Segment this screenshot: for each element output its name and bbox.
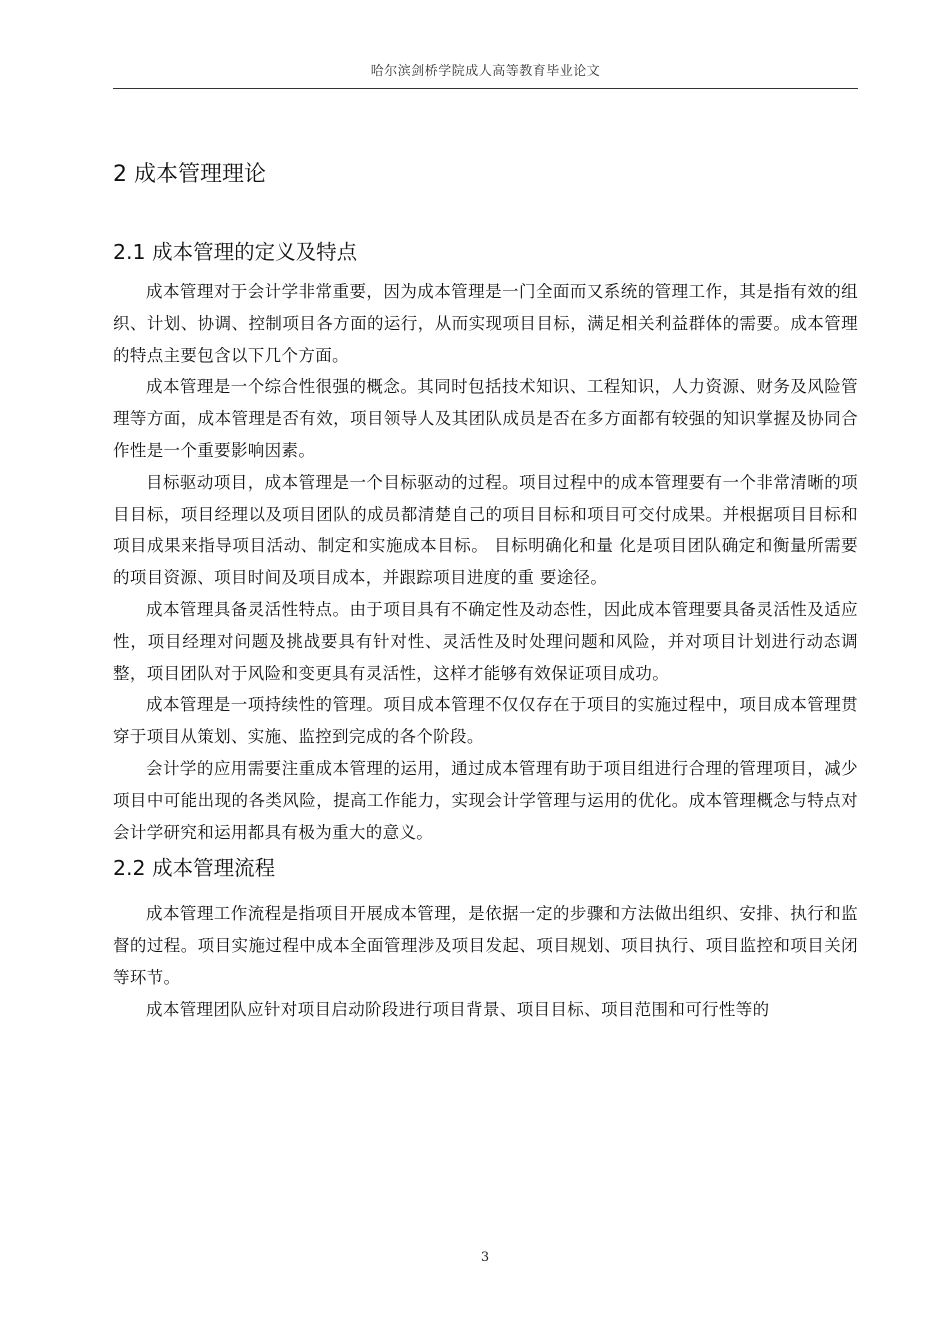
header-divider: [113, 88, 858, 89]
paragraph: 目标驱动项目，成本管理是一个目标驱动的过程。项目过程中的成本管理要有一个非常清晰的项目目标，项目经理以及项目团队的成员都清楚自己的项目目标和项目可交付成果。并根据项目目标和项目成果来指导项目活动、制定和实施成本目标。 目标明确化和量 化是项目团队确定和衡量所需要的项目资源、项目时间及项目成本，并跟踪项目进度的重 要途径。: [113, 472, 858, 588]
paragraph: 成本管理是一项持续性的管理。项目成本管理不仅仅存在于项目的实施过程中，项目成本管理贯穿于项目从策划、实施、监控到完成的各个阶段。: [113, 695, 858, 747]
paragraph: 成本管理具备灵活性特点。由于项目具有不确定性及动态性，因此成本管理要具备灵活性及适应性，项目经理对问题及挑战要具有针对性、灵活性及时处理问题和风险，并对项目计划进行动态调整，项目团队对于风险和变更具有灵活性，这样才能够有效保证项目成功。: [113, 599, 858, 683]
section-title-2-1: 2.1 成本管理的定义及特点: [113, 240, 358, 264]
page-header-title: 哈尔滨剑桥学院成人高等教育毕业论文: [370, 64, 601, 79]
paragraph: 成本管理工作流程是指项目开展成本管理，是依据一定的步骤和方法做出组织、安排、执行和监督的过程。项目实施过程中成本全面管理涉及项目发起、项目规划、项目执行、项目监控和项目关闭等环节。: [113, 904, 858, 987]
chapter-title: 2 成本管理理论: [113, 162, 266, 187]
section-title-2-2: 2.2 成本管理流程: [113, 856, 276, 881]
paragraph: 成本管理团队应针对项目启动阶段进行项目背景、项目目标、项目范围和可行性等的: [146, 999, 770, 1019]
paragraph: 会计学的应用需要注重成本管理的运用，通过成本管理有助于项目组进行合理的管理项目，减少项目中可能出现的各类风险，提高工作能力，实现会计学管理与运用的优化。成本管理概念与特点对会计学研究和运用都具有极为重大的意义。: [113, 758, 858, 842]
page-number: 3: [480, 1250, 490, 1265]
paragraph: 成本管理是一个综合性很强的概念。其同时包括技术知识、工程知识，人力资源、财务及风险管理等方面，成本管理是否有效，项目领导人及其团队成员是否在多方面都有较强的知识掌握及协同合作性是一个重要影响因素。: [113, 377, 858, 460]
document-body: [113, 152, 858, 1026]
paragraph: 成本管理对于会计学非常重要，因为成本管理是一门全面而又系统的管理工作，其是指有效的组织、计划、协调、控制项目各方面的运行，从而实现项目目标，满足相关利益群体的需要。成本管理的特点主要包含以下几个方面。: [113, 282, 858, 365]
